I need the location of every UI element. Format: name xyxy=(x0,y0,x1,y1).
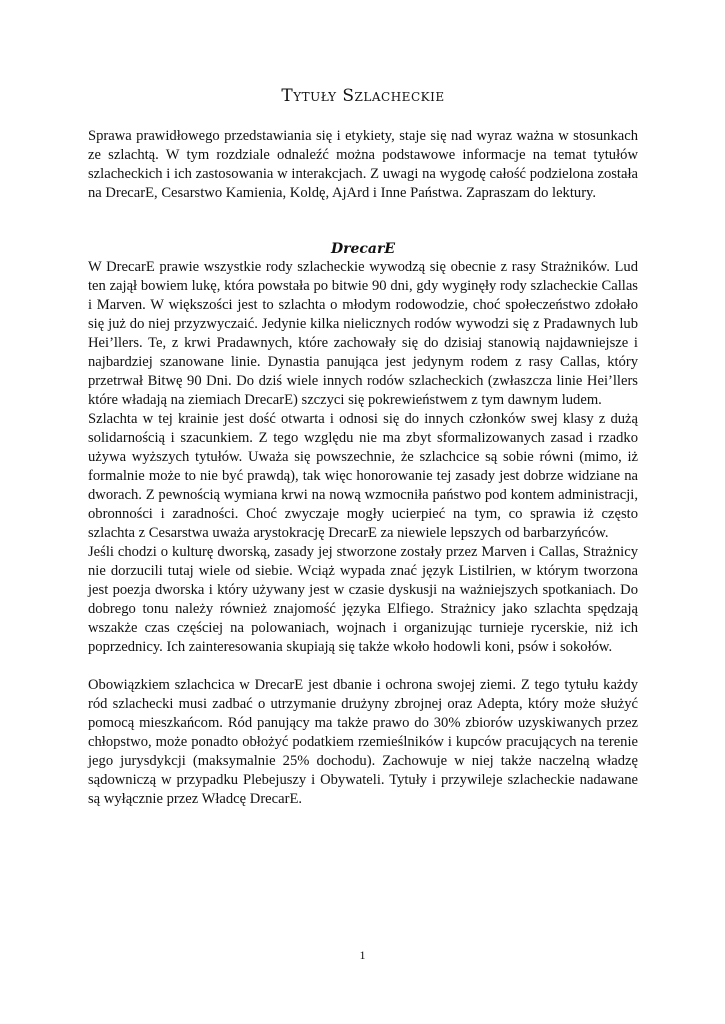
body-paragraph: Obowiązkiem szlachcica w DrecarE jest dbanie i ochrona swojej ziemi. Z tego tytułu każdy ród szlachecki musi zadbać o utrzymanie drużyny zbrojnej oraz Adepta, który może służyć pomocą mieszkańcom. Ród panujący ma także prawo do 30% zbiorów uzyskiwanych przez chłopstwo, może ponadto obłożyć podatkiem rzemieślników i kupców pracujących na terenie jego jurysdykcji (maksymalnie 25% dochodu). Zachowuje w niej także naczelną władzę sądowniczą w przypadku Plebejuszy i Obywateli. Tytuły i przywileje szlacheckie nadawane są wyłącznie przez Władcę DrecarE. xyxy=(88,677,638,807)
paragraph-spacer xyxy=(88,657,638,676)
document-page xyxy=(88,86,638,809)
page-title: Tytuły Szlacheckie xyxy=(281,86,445,106)
page-number: 1 xyxy=(359,948,366,962)
intro-paragraph: Sprawa prawidłowego przedstawiania się i etykiety, staje się nad wyraz ważna w stosunkach ze szlachtą. W tym rozdziale odnaleźć można podstawowe informacje na temat tytułów szlacheckich i ich zastosowania w interakcjach. Z uwagi na wygodę całość podzielona została na DrecarE, Cesarstwo Kamienia, Koldę, AjArd i Inne Państwa. Zapraszam do lektury. xyxy=(88,128,638,201)
body-paragraph: Jeśli chodzi o kulturę dworską, zasady jej stworzone zostały przez Marven i Callas, Strażnicy nie dorzucili tutaj wiele od siebie. Wciąż wypada znać język Listilrien, w którym tworzona jest poezja dworska i który używany jest w czasie dyskusji na ważniejszych spotkaniach. Do dobrego tonu należy również znajomość języka Elfiego. Strażnicy jako szlachta spędzają wszakże czas częściej na polowaniach, wojnach i organizując turnieje rycerskie, niż ich poprzednicy. Ich zainteresowania skupiają się także wkoło hodowli koni, psów i sokołów. xyxy=(88,544,638,655)
section-title: DrecarE xyxy=(330,241,396,257)
body-paragraph: Szlachta w tej krainie jest dość otwarta i odnosi się do innych członków swej klasy z dużą solidarnością i szacunkiem. Z tego względu nie ma zbyt sformalizowanych zasad i rzadko używa wyższych tytułów. Uważa się powszechnie, że szlachcice są sobie równi (mimo, iż formalnie może to nie być prawdą), tak więc honorowanie tej zasady jest dobrze widziane na dworach. Z pewnością wymiana krwi na nową wzmocniła państwo pod kontem administracji, obronności i zaradności. Choć zwyczaje mogły ucierpieć na tym, co sprawia iż często szlachta z Cesarstwa uważa arystokrację DrecarE za niewiele lepszych od barbarzyńców. xyxy=(88,411,638,541)
body-paragraph: W DrecarE prawie wszystkie rody szlacheckie wywodzą się obecnie z rasy Strażników. Lud ten zajął bowiem lukę, która powstała po bitwie 90 dni, gdy wyginęły rody szlacheckie Callas i Marven. W większości jest to szlachta o młodym rodowodzie, choć społeczeństwo zdołało się już do niej przyzwyczaić. Jedynie kilka nielicznych rodów wywodzi się z Pradawnych lub Hei’llers. Te, z krwi Pradawnych, które zachowały się do dzisiaj stanowią najdawniejsze i najbardziej szanowane linie. Dynastia panująca jest jedynym rodem z rasy Callas, który przetrwał Bitwę 90 Dni. Do dziś wiele innych rodów szlacheckich (zwłaszcza linie Hei’llers które władają na ziemiach DrecarE) szczyci się pokrewieństwem z tym dawnym ludem. xyxy=(88,259,638,408)
